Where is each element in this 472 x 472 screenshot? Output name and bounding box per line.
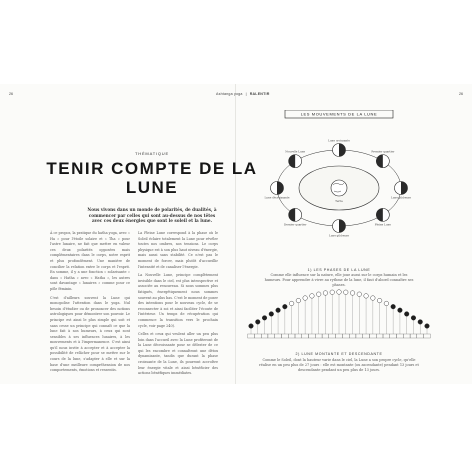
paragraph: Celles et ceux qui veulent aller un peu plus loin dans l'accueil avec la Lune profiteront de la Lune décroissante pour se délester de ce qui les encombre et connaîtront une détox dynamisante, tandis que durant la phase croissante de la Lune, ils pourront accroître leur énergie vitale et ainsi bénéficier des actions bénéfiques immédiates.	[138, 332, 218, 376]
chart-day-cell	[410, 334, 417, 338]
moon-marker-icon	[337, 290, 342, 295]
moon-phase-label: Lune gibbeuse	[328, 233, 350, 238]
moon-phase-icon	[371, 150, 395, 168]
moon-phase-icon	[329, 220, 349, 238]
chart-day-cell	[268, 334, 275, 338]
figure-2-text: Comme le Soleil, dont la hauteur varie dans le ciel, la Lune a son propre cycle, qu'elle réalise en un peu plus de 27 jours : elle est montante (ou ascendante) pendant 13 jours et descendante pendant un peu plus de 13 jours.	[259, 358, 419, 373]
moon-phase-label: Lune croissante	[328, 138, 350, 143]
moon-marker-icon	[330, 290, 335, 295]
paragraph: La Nouvelle Lune, principe complètement invisible dans le ciel, est plus introspective et associée au renouveau. Si nous sommes plus fatigués, énergétiquement nous sommes souvent au plus bas. C'est le moment de poser des intentions pour le nouveau cycle, de se reconnecter à soi et ainsi faciliter l'écoute de l'intérieur. Un temps de récupération qui commence la transition vers le prochain cycle, voir page 240).	[138, 273, 218, 328]
chart-day-cell	[342, 334, 349, 338]
moon-marker-icon	[262, 316, 267, 321]
text-column-1	[50, 231, 130, 377]
page-number-left: 26	[9, 92, 13, 96]
moon-marker-icon	[398, 308, 403, 313]
paragraph: C'est d'ailleurs souvent la Lune qui monopolise l'attention dans le yoga. Nul besoin d'étudier ou de prononcer des notions astrologiques pour démontrer son pouvoir. Le principe est ainsi le plus simple qui soit et sans cesse un principe qui connaît ce que la lune fait à nos humeurs, à ceux qui sont sensibles à ses influences lunaires, à les mouvements et à l'impermanence. C'est ainsi qu'il nous invite à accepter et à accepter la possibilité de relâcher pour se mettre sur le cours de la lune, s'adapter à elle et sur la base d'une meilleure compréhension de nos comportements, émotions et ressentis.	[50, 295, 130, 373]
chart-day-cell	[248, 334, 255, 338]
chart-day-cell	[363, 334, 370, 338]
figure-1-text: Comme elle influence sur la nature, elle joue aussi sur le corps humain et les humeurs. Pour apprendre à vivre au rythme de la lune, il faut d'abord connaître ses phases.	[264, 273, 414, 288]
moon-phases-diagram	[247, 110, 431, 262]
figure-2-caption: 2) LUNE MONTANTE ET DESCENDANTE	[295, 352, 383, 356]
moon-phase-icon	[285, 150, 305, 168]
moon-marker-icon	[310, 294, 315, 299]
text-column-2	[138, 231, 218, 380]
chart-day-cell	[349, 334, 356, 338]
chart-day-cell	[336, 334, 343, 338]
chart-day-cell	[390, 334, 397, 338]
moon-marker-icon	[425, 324, 430, 329]
book-gutter	[235, 84, 236, 384]
diagram-title: LES MOUVEMENTS DE LA LUNE	[300, 111, 378, 117]
moon-marker-icon	[283, 304, 288, 309]
chart-day-cell	[417, 334, 424, 338]
moon-phase-icon	[284, 208, 307, 226]
moon-marker-icon	[343, 290, 348, 295]
chart-day-cell	[302, 334, 309, 338]
paragraph: À ce propos, la pratique du hatha yoga, avec « Ha » pour l'étoile solaire et « Tha » pour l'astre lunaire, ne fait que mettre en valeur ces deux polarités opposées mais complémentaires dans le corps, notre esprit et plus profondément. Une manière de concilier la relation entre le corps et l'esprit. En somme, il y a une fonction « solarisante » dans « Hatha » avec « Hatha », les autres sont davantage « lunaires » comme pour ce pôle féminin.	[50, 231, 130, 291]
moon-marker-icon	[289, 301, 294, 306]
moon-marker-icon	[391, 304, 396, 309]
moon-phase-label: Nouvelle Lune	[285, 149, 306, 154]
moon-marker-icon	[269, 312, 274, 317]
chart-day-cell	[383, 334, 390, 338]
moon-marker-icon	[404, 312, 409, 317]
chart-day-cell	[295, 334, 302, 338]
paragraph: La Pleine Lune correspond à la phase où le Soleil éclaire totalement la Lune pour révéler toutes nos ombres, nos tensions. Le corps physique est à son plus haut niveau d'énergie, mais aussi sans stabilité. Ce n'est pas le moment de forcer, mais plutôt d'accueillir l'intensité et de canaliser l'énergie.	[138, 231, 218, 269]
moon-phase-icon	[375, 208, 392, 226]
page-title: TENIR COMPTE DE LA LUNE	[46, 159, 258, 197]
chart-day-cell	[376, 334, 383, 338]
moon-phase-label: Dernier quartier	[283, 222, 307, 227]
chart-day-cell	[424, 334, 431, 338]
chart-day-cell	[254, 334, 261, 338]
chart-day-cell	[322, 334, 329, 338]
chart-day-cell	[397, 334, 404, 338]
moon-phase-label: Lune gibbeuse	[390, 195, 412, 200]
moon-marker-icon	[249, 324, 254, 329]
moon-marker-icon	[316, 292, 321, 297]
earth-icon	[331, 180, 347, 196]
chart-day-cell	[369, 334, 376, 338]
running-header	[216, 92, 270, 96]
moon-marker-icon	[384, 301, 389, 306]
moon-marker-icon	[418, 320, 423, 325]
moon-phase-label: Premier quartier	[371, 149, 395, 154]
section-label: THÉMATIQUE	[135, 151, 169, 156]
moon-marker-icon	[255, 320, 260, 325]
moon-phase-icon	[264, 182, 289, 200]
moon-marker-icon	[303, 296, 308, 301]
chart-day-cell	[403, 334, 410, 338]
chart-day-cell	[275, 334, 282, 338]
running-header-chapter: RALENTIR	[249, 92, 270, 96]
chart-day-cell	[309, 334, 316, 338]
moon-marker-icon	[296, 298, 301, 303]
moon-marker-icon	[323, 291, 328, 296]
page-number-right: 26	[459, 92, 463, 96]
moon-marker-icon	[371, 296, 376, 301]
moon-phase-label: Pleine Lune	[374, 222, 391, 227]
moon-marker-icon	[411, 316, 416, 321]
chart-day-cell	[356, 334, 363, 338]
chart-day-cell	[329, 334, 336, 338]
moon-rising-chart	[247, 282, 431, 342]
moon-phase-label: Lune décroissante	[264, 195, 290, 200]
moon-phase-icon	[391, 182, 411, 200]
running-header-book: Ashtanga yoga	[216, 92, 243, 96]
chart-day-cell	[281, 334, 288, 338]
intro-paragraph: Nous vivons dans un monde de polarités, de dualités, à commencer par celles qui sont au-dessus de nos têtes avec ces deux énergies que sont le soleil et la lune.	[87, 207, 217, 224]
running-header-separator: |	[245, 92, 247, 96]
moon-marker-icon	[357, 292, 362, 297]
chart-day-cell	[288, 334, 295, 338]
chart-day-cell	[315, 334, 322, 338]
earth-label: Terre	[335, 199, 343, 203]
moon-marker-icon	[350, 291, 355, 296]
moon-phase-icon	[328, 139, 350, 157]
figure-1-caption: 1) LES PHASES DE LA LUNE	[307, 268, 371, 272]
moon-marker-icon	[377, 298, 382, 303]
moon-marker-icon	[364, 294, 369, 299]
moon-marker-icon	[276, 308, 281, 313]
chart-day-cell	[261, 334, 268, 338]
